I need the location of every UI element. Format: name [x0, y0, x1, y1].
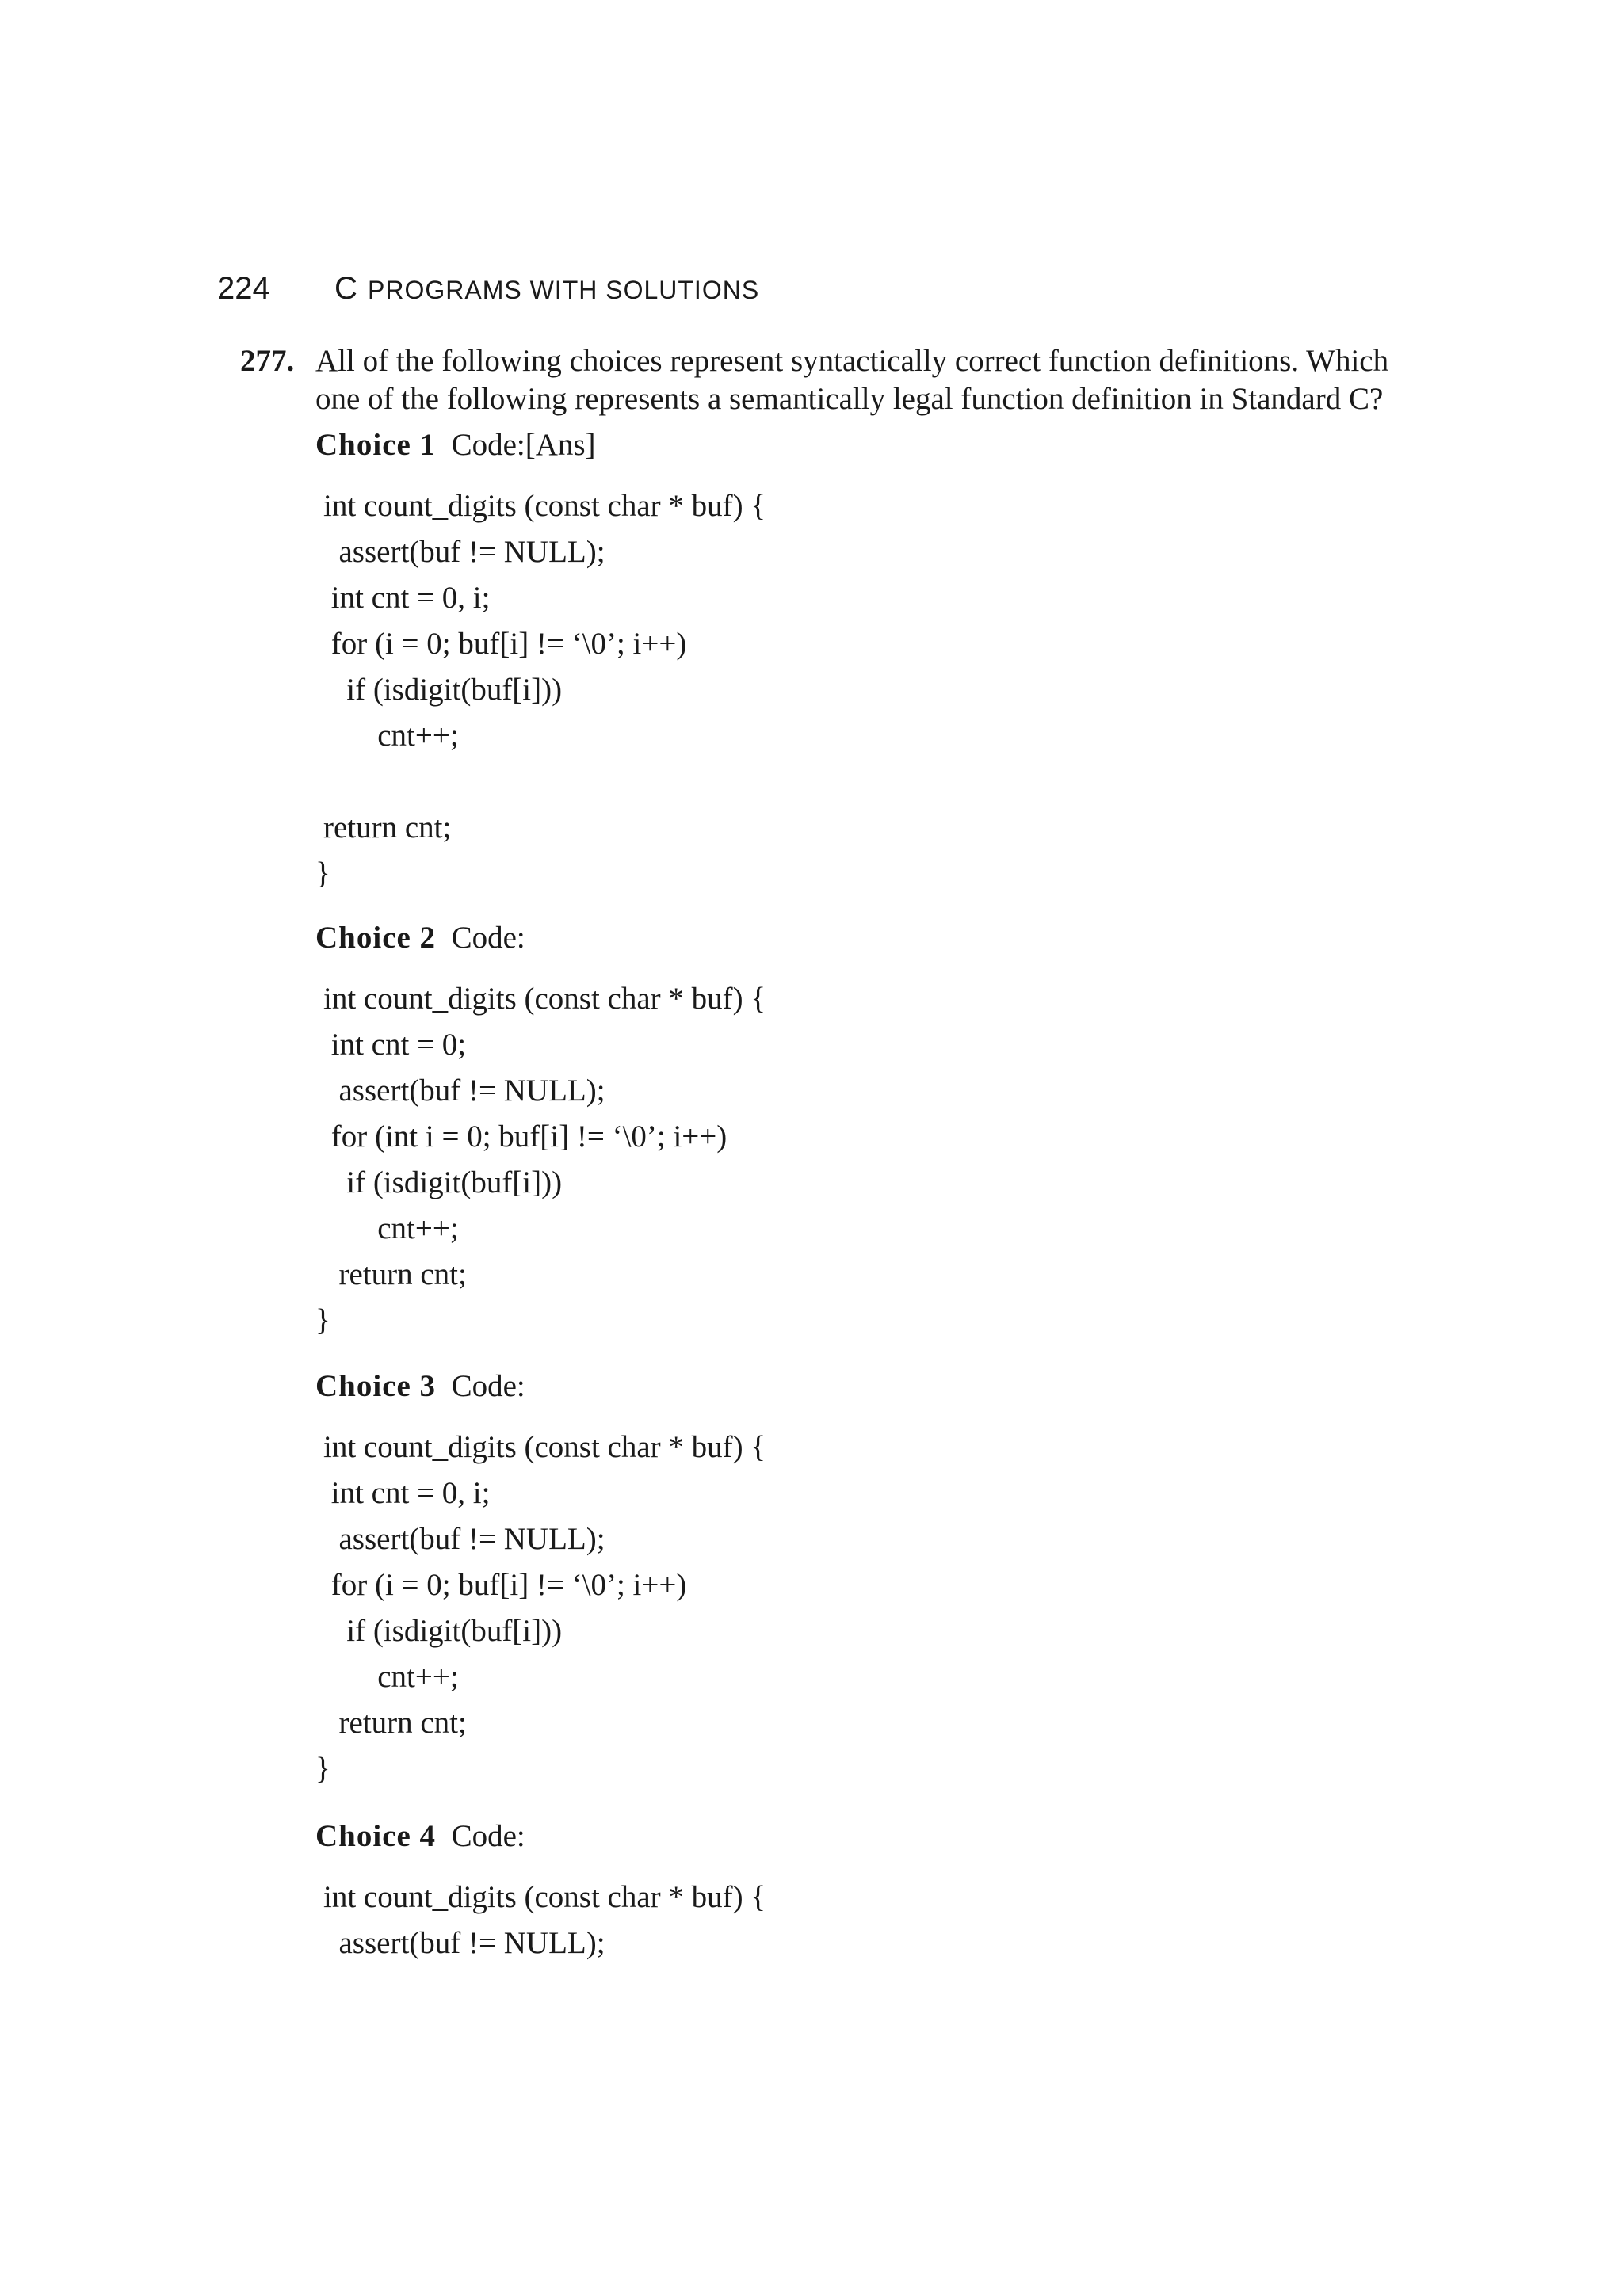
code-line: }: [315, 1752, 330, 1786]
code-line: assert(buf != NULL);: [323, 1522, 605, 1556]
code-line: int count_digits (const char * buf) {: [323, 982, 766, 1016]
choice-4-code-label: Code:: [451, 1819, 525, 1853]
choice-1: [315, 426, 1346, 897]
choice-2-title: Choice 2: [315, 921, 437, 955]
code-line: int cnt = 0;: [323, 1028, 467, 1062]
code-line: cnt++;: [323, 1211, 459, 1245]
code-line: [315, 759, 1346, 805]
choice-1-label: [315, 426, 1346, 464]
choice-4: [315, 1817, 1346, 1966]
choice-2-label: [315, 919, 1346, 957]
choice-1-code-label: Code:[Ans]: [451, 428, 596, 462]
code-line: if (isdigit(buf[i])): [323, 1614, 563, 1648]
running-head: [217, 271, 759, 318]
choice-4-title: Choice 4: [315, 1819, 437, 1853]
choice-3-title: Choice 3: [315, 1369, 437, 1403]
code-line: cnt++;: [323, 1660, 459, 1694]
choice-2: [315, 919, 1346, 1344]
choice-2-code-label: Code:: [451, 921, 525, 955]
book-title-rest: PROGRAMS WITH SOLUTIONS: [368, 276, 760, 304]
code-line: for (i = 0; buf[i] != ‘\0’; i++): [323, 627, 687, 661]
code-line: if (isdigit(buf[i])): [323, 1165, 563, 1199]
code-line: }: [315, 1303, 330, 1337]
choice-3-code-label: Code:: [451, 1369, 525, 1403]
code-line: return cnt;: [323, 1706, 467, 1740]
code-line: for (i = 0; buf[i] != ‘\0’; i++): [323, 1568, 687, 1602]
code-line: cnt++;: [323, 719, 459, 753]
code-line: }: [315, 856, 330, 891]
choice-4-label: [315, 1817, 1346, 1855]
code-line: assert(buf != NULL);: [323, 1074, 605, 1108]
question-text: All of the following choices represent syntactically correct function definitions. Which one of the following represents a semantically legal function definition in Standard C?: [315, 344, 1389, 416]
code-line: int cnt = 0, i;: [323, 1476, 491, 1510]
choice-3-label: [315, 1367, 1346, 1405]
code-line: assert(buf != NULL);: [323, 1926, 605, 1960]
book-title-initial: C: [334, 271, 358, 306]
code-line: int count_digits (const char * buf) {: [323, 1880, 766, 1914]
code-line: return cnt;: [323, 810, 452, 845]
question-number: 277.: [240, 344, 295, 378]
code-line: int count_digits (const char * buf) {: [323, 1430, 766, 1464]
page-number: 224: [217, 271, 270, 306]
code-line: int cnt = 0, i;: [323, 581, 491, 615]
choice-3: [315, 1367, 1346, 1792]
code-line: if (isdigit(buf[i])): [323, 673, 563, 707]
code-line: assert(buf != NULL);: [323, 535, 605, 569]
code-line: for (int i = 0; buf[i] != ‘\0’; i++): [323, 1119, 727, 1154]
choice-1-title: Choice 1: [315, 428, 437, 462]
book-title: [334, 271, 759, 307]
code-line: int count_digits (const char * buf) {: [323, 489, 766, 523]
code-line: return cnt;: [323, 1257, 467, 1291]
